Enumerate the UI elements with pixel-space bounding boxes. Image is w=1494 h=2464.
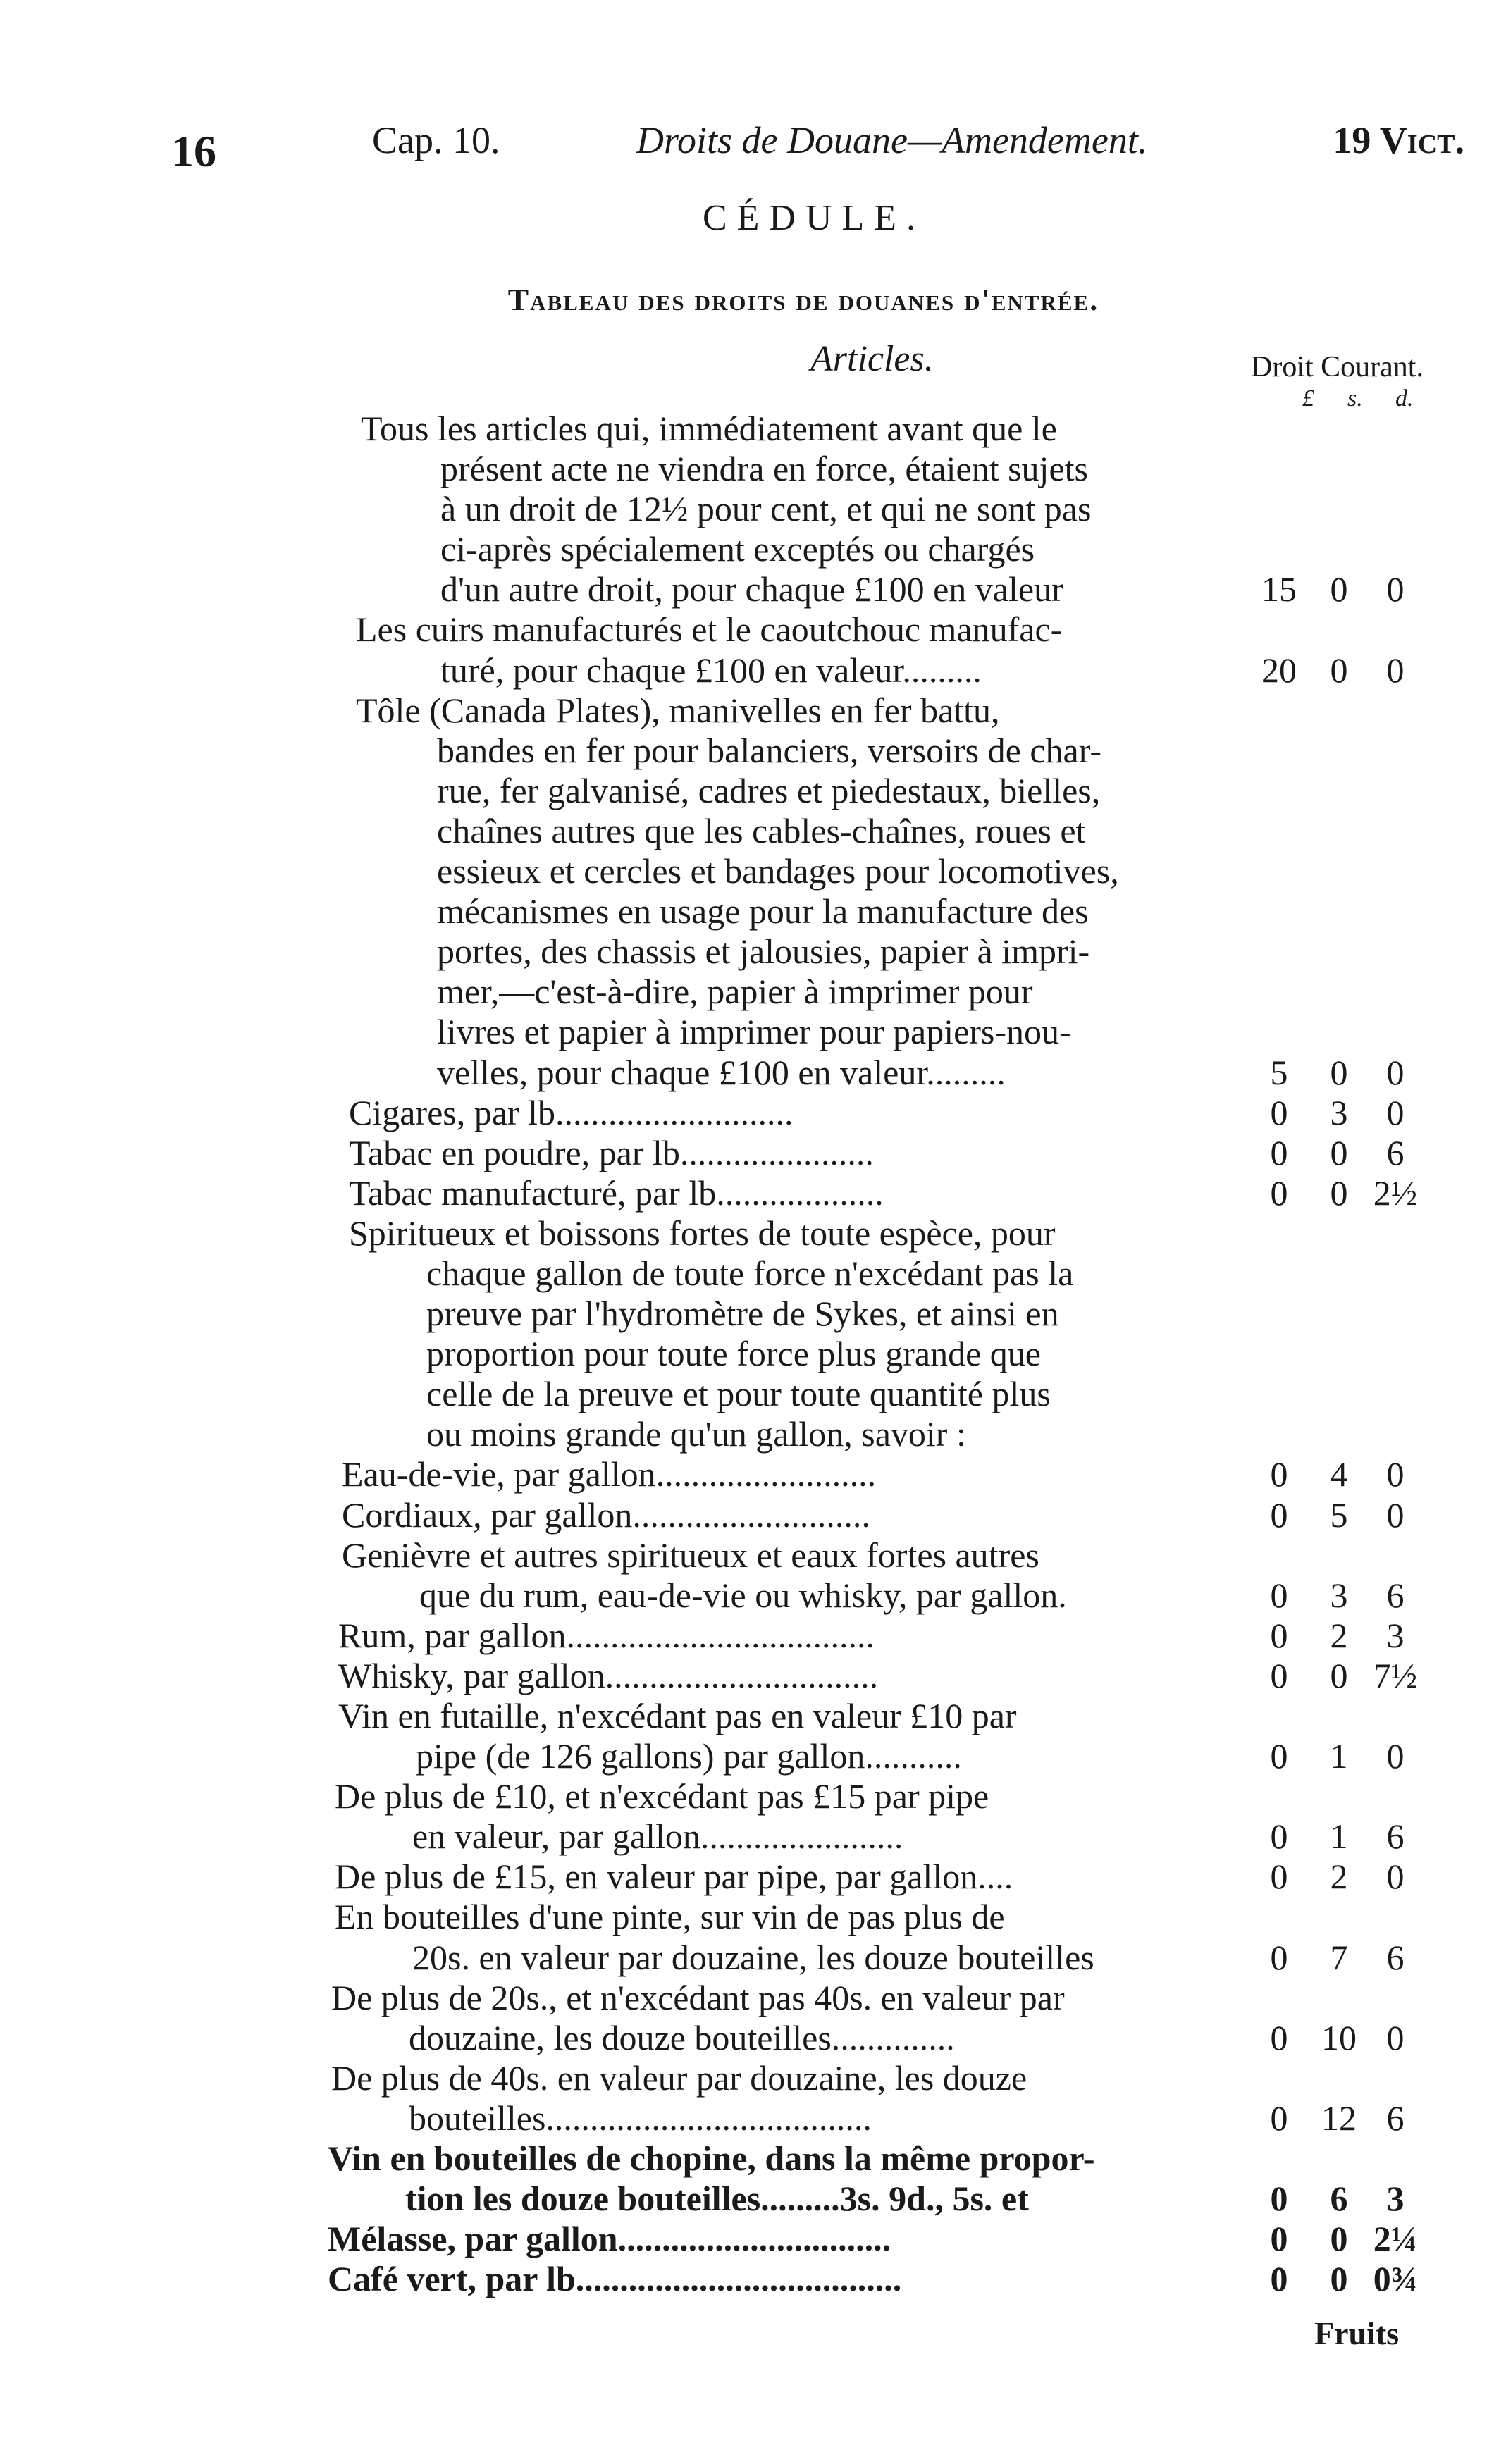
running-head (372, 118, 1464, 175)
catch-word: Fruits (1314, 2315, 1400, 2351)
pounds-value: 0 (1270, 2219, 1288, 2259)
table-row (324, 409, 1452, 449)
pence-value: 0 (1386, 1052, 1405, 1092)
pounds-value: 20 (1261, 650, 1297, 690)
article-text: Eau-de-vie, par gallon......................... (342, 1454, 877, 1494)
pounds-value: 0 (1270, 1937, 1288, 1977)
article-text: à un droit de 12½ pour cent, et qui ne sont pas (440, 489, 1092, 529)
table-row (324, 1454, 1452, 1494)
article-text: douzaine, les douze bouteilles.............. (409, 2017, 955, 2057)
shillings-value: 2 (1330, 1615, 1348, 1655)
table-row (324, 1816, 1452, 1857)
table-title: Tableau des droits de douanes d'entrée. (507, 283, 1099, 317)
duty-amount (1251, 2098, 1427, 2138)
pence-value: 0 (1386, 569, 1405, 609)
shillings-value: 4 (1330, 1454, 1348, 1494)
pence-value: 6 (1386, 1937, 1405, 1977)
pence-value: 3 (1386, 1615, 1405, 1655)
pence-value: 0 (1386, 1092, 1405, 1132)
article-text: pipe (de 126 gallons) par gallon........... (416, 1736, 962, 1776)
article-text: ci-après spécialement exceptés ou chargés (440, 529, 1035, 569)
pounds-value: 0 (1270, 1172, 1288, 1213)
pence-value: 6 (1386, 2098, 1405, 2138)
pounds-value: 0 (1270, 1615, 1288, 1655)
article-text: Whisky, par gallon............................... (338, 1655, 879, 1695)
article-text: essieux et cercles et bandages pour locomotives, (437, 851, 1119, 891)
duty-amount (1251, 1656, 1427, 1696)
shillings-unit: s. (1347, 385, 1363, 411)
duty-amount (1251, 2259, 1427, 2299)
pounds-value: 0 (1270, 1816, 1288, 1857)
duty-amount (1251, 1173, 1427, 1213)
article-text: Cordiaux, par gallon........................... (342, 1494, 870, 1535)
article-text: chaque gallon de toute force n'excédant pas la (426, 1253, 1074, 1293)
duty-amount (1251, 650, 1427, 691)
table-row (324, 1093, 1452, 1133)
pence-value: 2¼ (1373, 2219, 1418, 2259)
pence-value: 0¾ (1373, 2259, 1418, 2299)
pounds-value: 0 (1270, 1454, 1288, 1494)
table-row (324, 529, 1452, 569)
table-row (324, 1012, 1452, 1052)
table-row (324, 851, 1452, 891)
articles-column-header: Articles. (810, 339, 934, 379)
shillings-value: 12 (1321, 2098, 1357, 2138)
table-row (324, 1213, 1452, 1253)
article-text: mer,—c'est-à-dire, papier à imprimer pour (437, 972, 1033, 1012)
article-text: Tabac manufacturé, par lb................... (349, 1172, 884, 1213)
article-text: Genièvre et autres spiritueux et eaux fortes autres (342, 1535, 1039, 1575)
table-row (324, 1656, 1452, 1696)
pence-value: 6 (1386, 1816, 1405, 1857)
shillings-value: 2 (1330, 1857, 1348, 1897)
pounds-value: 0 (1270, 1857, 1288, 1897)
table-row (324, 1173, 1452, 1213)
pounds-value: 15 (1261, 569, 1297, 609)
article-text: d'un autre droit, pour chaque £100 en valeur (440, 569, 1063, 609)
duty-amount (1251, 569, 1427, 609)
article-text: Les cuirs manufacturés et le caoutchouc manufac- (356, 609, 1063, 650)
article-text: portes, des chassis et jalousies, papier à impri- (437, 931, 1090, 972)
article-text: De plus de £15, en valeur par pipe, par gallon.... (335, 1857, 1013, 1897)
page-number: 16 (171, 126, 216, 176)
article-text: En bouteilles d'une pinte, sur vin de pas plus de (335, 1897, 1005, 1937)
duty-amount (1251, 1495, 1427, 1535)
article-text: proportion pour toute force plus grande que (426, 1334, 1041, 1374)
shillings-value: 0 (1330, 650, 1348, 690)
article-text: en valeur, par gallon....................... (412, 1816, 903, 1857)
article-text: chaînes autres que les cables-chaînes, roues et (437, 810, 1086, 850)
table-row (324, 891, 1452, 931)
article-text: Vin en futaille, n'excédant pas en valeur £10 par (338, 1696, 1017, 1735)
table-row (324, 811, 1452, 851)
shillings-value: 0 (1330, 2219, 1348, 2259)
shillings-value: 0 (1330, 2259, 1348, 2299)
table-row (324, 1575, 1452, 1616)
shillings-value: 3 (1330, 1575, 1348, 1615)
pence-value: 6 (1386, 1132, 1405, 1172)
table-row (324, 1133, 1452, 1173)
shillings-value: 0 (1330, 1172, 1348, 1213)
table-row (324, 1253, 1452, 1294)
table-row (324, 489, 1452, 529)
pounds-value: 0 (1270, 1655, 1288, 1695)
chapter-label: Cap. 10. (372, 119, 500, 161)
pence-value: 0 (1386, 1857, 1405, 1897)
table-row (324, 449, 1452, 489)
table-row (324, 2018, 1452, 2058)
table-row (324, 1334, 1452, 1374)
table-row (324, 1535, 1452, 1575)
shillings-value: 10 (1321, 2017, 1357, 2057)
pence-value: 0 (1386, 2017, 1405, 2057)
table-row (324, 1616, 1452, 1656)
shillings-value: 0 (1330, 1655, 1348, 1695)
shillings-value: 3 (1330, 1092, 1348, 1132)
shillings-value: 6 (1330, 2179, 1348, 2219)
pence-value: 6 (1386, 1575, 1405, 1615)
article-text: turé, pour chaque £100 en valeur......... (440, 650, 982, 690)
pence-value: 0 (1386, 1736, 1405, 1776)
duty-amount (1251, 1857, 1427, 1897)
duty-amount (1251, 2179, 1427, 2219)
article-text: que du rum, eau-de-vie ou whisky, par gallon. (419, 1575, 1067, 1615)
duty-amount (1251, 1575, 1427, 1616)
shillings-value: 0 (1330, 569, 1348, 609)
table-row (324, 1776, 1452, 1816)
article-text: rue, fer galvanisé, cadres et piedestaux, bielles, (437, 770, 1101, 810)
article-text: ou moins grande qu'un gallon, savoir : (426, 1414, 966, 1454)
pounds-unit: £ (1302, 385, 1314, 411)
article-text: celle de la preuve et pour toute quantité plus (426, 1374, 1051, 1414)
duty-column-header: Droit Courant. (1251, 351, 1424, 383)
table-row (324, 2138, 1452, 2179)
pounds-value: 5 (1270, 1052, 1288, 1092)
shillings-value: 7 (1330, 1937, 1348, 1977)
pounds-value: 0 (1270, 2098, 1288, 2138)
duty-amount (1251, 1736, 1427, 1776)
duty-amount (1251, 1454, 1427, 1494)
article-text: Tabac en poudre, par lb...................... (349, 1132, 874, 1172)
table-row (324, 931, 1452, 972)
table-row (324, 2098, 1452, 2138)
duty-amount (1251, 1616, 1427, 1656)
table-row (324, 972, 1452, 1012)
shillings-value: 5 (1330, 1494, 1348, 1535)
pence-value: 0 (1386, 1454, 1405, 1494)
duty-amount (1251, 1093, 1427, 1133)
article-text: tion les douze bouteilles.........3s. 9d., 5s. et (405, 2179, 1029, 2219)
article-text: Rum, par gallon................................... (338, 1615, 875, 1655)
table-row (324, 1495, 1452, 1535)
duty-amount (1251, 2018, 1427, 2058)
table-row (324, 1696, 1452, 1736)
pounds-value: 0 (1270, 1575, 1288, 1615)
table-row (324, 771, 1452, 811)
shillings-value: 1 (1330, 1816, 1348, 1857)
article-text: De plus de 20s., et n'excédant pas 40s. en valeur par (331, 1977, 1065, 2017)
article-text: Café vert, par lb..................................... (328, 2259, 902, 2299)
table-row (324, 2259, 1452, 2299)
article-text: Spiritueux et boissons fortes de toute espèce, pour (349, 1213, 1056, 1253)
shillings-value: 1 (1330, 1736, 1348, 1776)
pence-value: 7½ (1373, 1655, 1418, 1695)
article-text: mécanismes en usage pour la manufacture des (437, 891, 1089, 931)
pounds-value: 0 (1270, 2259, 1288, 2299)
pence-unit: d. (1395, 385, 1414, 411)
article-text: bouteilles..................................... (409, 2098, 872, 2138)
table-row (324, 1294, 1452, 1334)
pounds-value: 0 (1270, 1132, 1288, 1172)
table-row (324, 1374, 1452, 1414)
article-text: Tôle (Canada Plates), manivelles en fer battu, (356, 690, 1000, 730)
article-text: présent acte ne viendra en force, étaient sujets (440, 449, 1088, 489)
article-text: livres et papier à imprimer pour papiers-nou- (437, 1012, 1071, 1052)
table-row (324, 2179, 1452, 2219)
table-row (324, 691, 1452, 731)
article-text: De plus de £10, et n'excédant pas £15 par pipe (335, 1776, 989, 1816)
article-text: Mélasse, par gallon............................... (328, 2219, 891, 2259)
pounds-value: 0 (1270, 2179, 1288, 2219)
table-row (324, 2058, 1452, 2098)
duty-amount (1251, 1133, 1427, 1173)
article-text: preuve par l'hydromètre de Sykes, et ainsi en (426, 1294, 1059, 1334)
table-row (324, 1938, 1452, 1978)
article-text: De plus de 40s. en valeur par douzaine, les douze (331, 2057, 1027, 2098)
table-row (324, 1857, 1452, 1897)
pounds-value: 0 (1270, 1736, 1288, 1776)
table-row (324, 1414, 1452, 1454)
duty-amount (1251, 1938, 1427, 1978)
shillings-value: 0 (1330, 1132, 1348, 1172)
article-text: Vin en bouteilles de chopine, dans la même propor- (328, 2138, 1095, 2179)
duty-amount (1251, 1053, 1427, 1093)
duty-amount (1251, 2219, 1427, 2259)
pence-value: 2½ (1373, 1172, 1418, 1213)
article-text: Cigares, par lb........................... (349, 1092, 794, 1132)
duty-schedule-table (324, 409, 1452, 2299)
regnal-year: 19 Vict. (1333, 119, 1464, 161)
article-text: bandes en fer pour balanciers, versoirs de char- (437, 730, 1102, 770)
table-row (324, 1978, 1452, 2018)
schedule-title: CÉDULE. (702, 198, 926, 238)
shillings-value: 0 (1330, 1052, 1348, 1092)
table-row (324, 569, 1452, 609)
act-title: Droits de Douane—Amendement. (636, 119, 1148, 161)
article-text: velles, pour chaque £100 en valeur......... (437, 1052, 1006, 1092)
table-row (324, 2219, 1452, 2259)
pence-value: 0 (1386, 1494, 1405, 1535)
table-row (324, 731, 1452, 771)
table-row (324, 1736, 1452, 1776)
table-row (324, 650, 1452, 691)
duty-amount (1251, 1816, 1427, 1857)
pounds-value: 0 (1270, 1092, 1288, 1132)
table-row (324, 1897, 1452, 1937)
article-text: Tous les articles qui, immédiatement avant que le (361, 409, 1057, 448)
table-row (324, 1053, 1452, 1093)
pounds-value: 0 (1270, 2017, 1288, 2057)
pounds-value: 0 (1270, 1494, 1288, 1535)
pence-value: 3 (1386, 2179, 1405, 2219)
pence-value: 0 (1386, 650, 1405, 690)
table-row (324, 609, 1452, 650)
article-text: 20s. en valeur par douzaine, les douze bouteilles (412, 1937, 1094, 1977)
